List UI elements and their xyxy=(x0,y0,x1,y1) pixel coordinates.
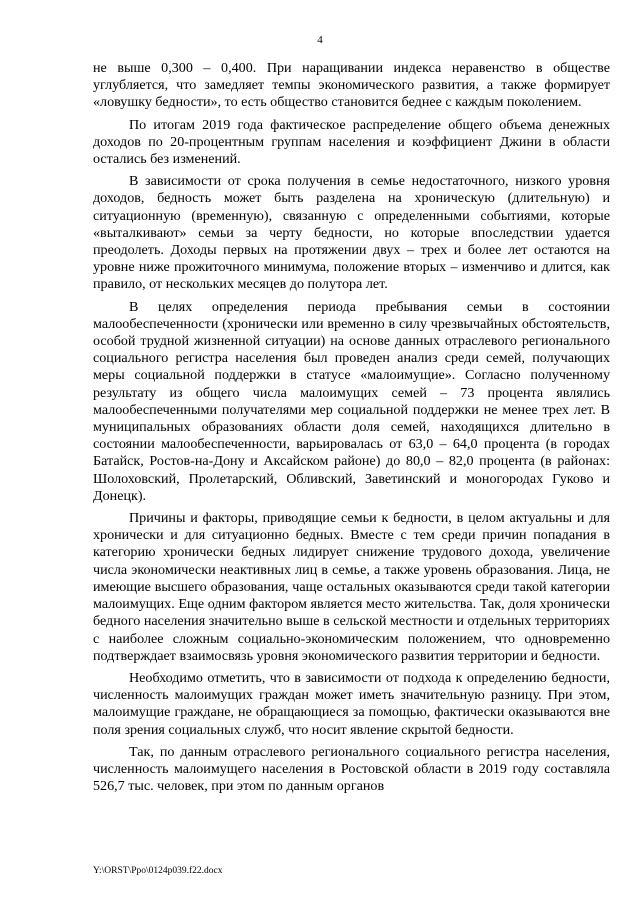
paragraph-4: В целях определения периода пребывания семьи в состоянии малообеспеченности (хронически или временно в силу чрезвычайных обстоятельств, особой трудной жизненной ситуации) на основе данных отраслевого регионального социального регистра населения был проведен анализ среди семей, получающих меры социальной поддержки в статусе «малоимущие». Согласно полученному результату из общего числа малоимущих семей – 73 процента являлись малообеспеченными получателями мер социальной поддержки не менее трех лет. В муниципальных образованиях области доля семей, находящихся длительно в состоянии малообеспеченности, варьировалась от 63,0 – 64,0 процента (в городах Батайск, Ростов-на-Дону и Аксайском районе) до 80,0 – 82,0 процента (в районах: Шолоховский, Пролетарский, Обливский, Заветинский и моногородах Гуково и Донецк). xyxy=(93,298,610,504)
paragraph-6: Необходимо отметить, что в зависимости от подхода к определению бедности, численность малоимущих граждан может иметь значительную разницу. При этом, малоимущие граждане, не обращающиеся за помощью, фактически оказываются вне поля зрения социальных служб, что носит явление скрытой бедности. xyxy=(93,669,610,738)
paragraph-5: Причины и факторы, приводящие семьи к бедности, в целом актуальны и для хронически и для ситуационно бедных. Вместе с тем среди причин попадания в категорию хронически бедных лидирует снижение трудового дохода, увеличение числа экономически неактивных лиц в семье, а также уровень образования. Лица, не имеющие высшего образования, чаще остальных оказываются среди такой категории малоимущих. Еще одним фактором является место жительства. Так, доля хронически бедного населения значительно выше в сельской местности и отдельных территориях с наиболее сложным социально-экономическим положением, что одновременно подтверждает взаимосвязь уровня экономического развития территории и бедности. xyxy=(93,510,610,664)
paragraph-3: В зависимости от срока получения в семье недостаточного, низкого уровня доходов, бедность может быть разделена на хроническую (длительную) и ситуационную (временную), связанную с определенными событиями, которые «выталкивают» семьи за черту бедности, но которые впоследствии удается преодолеть. Доходы первых на протяжении двух – трех и более лет остаются на уровне ниже прожиточного минимума, положение вторых – изменчиво и длится, как правило, от нескольких месяцев до полутора лет. xyxy=(93,173,610,293)
paragraph-2: По итогам 2019 года фактическое распределение общего объема денежных доходов по 20-процентным группам населения и коэффициент Джини в области остались без изменений. xyxy=(93,116,610,168)
footer-file-path: Y:\ORST\Ppo\0124p039.f22.docx xyxy=(93,866,223,876)
document-body xyxy=(93,60,610,800)
page-number: 4 xyxy=(317,34,323,46)
paragraph-7: Так, по данным отраслевого регионального социального регистра населения, численность малоимущего населения в Ростовской области в 2019 году составляла 526,7 тыс. человек, при этом по данным органов xyxy=(93,743,610,795)
paragraph-1: не выше 0,300 – 0,400. При наращивании индекса неравенство в обществе углубляется, что замедляет темпы экономического развития, а также формирует «ловушку бедности», то есть общество становится беднее с каждым поколением. xyxy=(93,60,610,111)
